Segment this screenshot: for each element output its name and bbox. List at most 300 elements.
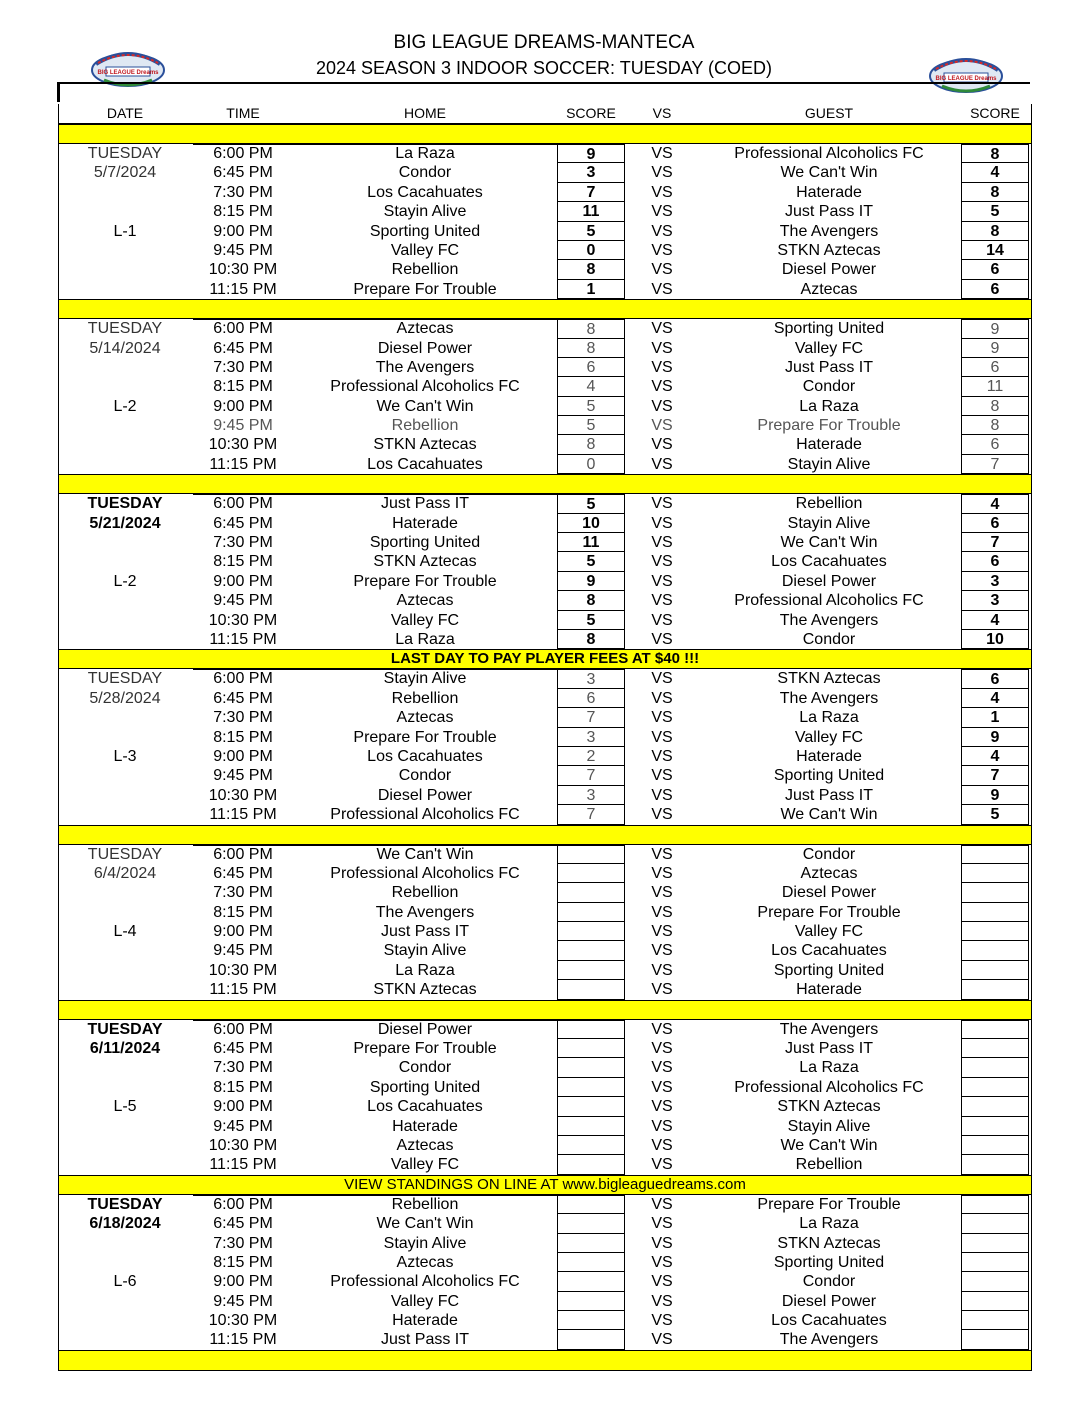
- home-team: Prepare For Trouble: [353, 572, 497, 590]
- home-score: 5: [557, 222, 625, 241]
- guest-score: 8: [961, 183, 1029, 202]
- vs-label: VS: [651, 1059, 673, 1077]
- guest-score: 11: [961, 377, 1029, 396]
- guest-team: STKN Aztecas: [777, 1098, 881, 1116]
- guest-score: 8: [961, 144, 1029, 163]
- guest-team: Prepare For Trouble: [757, 903, 901, 921]
- game-row: [59, 747, 1031, 766]
- vs-label: VS: [651, 1136, 673, 1154]
- game-row: [59, 1097, 1031, 1116]
- guest-team: We Can't Win: [780, 806, 878, 824]
- vs-label: VS: [651, 981, 673, 999]
- vs-label: VS: [651, 436, 673, 454]
- home-score: 5: [557, 416, 625, 435]
- guest-score: 3: [961, 572, 1029, 591]
- guest-team: Sporting United: [773, 961, 885, 979]
- game-row: [59, 339, 1031, 358]
- guest-score: 6: [961, 514, 1029, 533]
- week-date: 6/18/2024: [89, 1215, 161, 1233]
- home-team: Rebellion: [391, 884, 459, 902]
- game-row: [59, 280, 1031, 299]
- home-team: Professional Alcoholics FC: [330, 806, 520, 824]
- game-time: 6:00 PM: [213, 1020, 273, 1038]
- home-team: Prepare For Trouble: [353, 728, 497, 746]
- guest-score: [961, 1311, 1029, 1330]
- game-row: [59, 766, 1031, 785]
- guest-team: Haterade: [796, 436, 862, 454]
- game-time: 11:15 PM: [209, 981, 277, 999]
- vs-label: VS: [651, 786, 673, 804]
- home-score: 5: [557, 552, 625, 571]
- guest-score: [961, 961, 1029, 980]
- home-score: [557, 1039, 625, 1058]
- vs-label: VS: [651, 495, 673, 513]
- week-date: 5/28/2024: [89, 689, 161, 707]
- guest-team: The Avengers: [779, 1020, 879, 1038]
- vs-label: VS: [651, 961, 673, 979]
- home-score: [557, 883, 625, 902]
- week-day: TUESDAY: [87, 320, 163, 338]
- week-day: TUESDAY: [87, 1195, 163, 1213]
- guest-team: Prepare For Trouble: [757, 417, 901, 435]
- guest-team: La Raza: [799, 709, 859, 727]
- vs-label: VS: [651, 611, 673, 629]
- guest-score: 9: [961, 786, 1029, 805]
- guest-team: The Avengers: [779, 1331, 879, 1349]
- game-row: [59, 1234, 1031, 1253]
- guest-team: Valley FC: [794, 728, 864, 746]
- guest-score: [961, 1058, 1029, 1077]
- guest-team: Stayin Alive: [787, 455, 871, 473]
- game-time: 6:45 PM: [213, 514, 273, 532]
- home-team: Diesel Power: [377, 786, 473, 804]
- home-score: [557, 1097, 625, 1116]
- guest-team: The Avengers: [779, 222, 879, 240]
- home-score: 7: [557, 766, 625, 785]
- home-team: Sporting United: [369, 1078, 481, 1096]
- guest-team: Haterade: [796, 183, 862, 201]
- vs-label: VS: [651, 1331, 673, 1349]
- week-date: 5/14/2024: [89, 339, 161, 357]
- guest-score: [961, 1330, 1029, 1349]
- game-row: [59, 786, 1031, 805]
- vs-label: VS: [651, 942, 673, 960]
- game-row: [59, 1292, 1031, 1311]
- home-team: Aztecas: [396, 709, 454, 727]
- home-team: The Avengers: [375, 358, 475, 376]
- vs-label: VS: [651, 884, 673, 902]
- game-row: [59, 1155, 1031, 1174]
- vs-label: VS: [651, 222, 673, 240]
- vs-label: VS: [651, 592, 673, 610]
- guest-score: 6: [961, 435, 1029, 454]
- home-team: We Can't Win: [376, 397, 474, 415]
- vs-label: VS: [651, 767, 673, 785]
- game-time: 11:15 PM: [209, 630, 277, 648]
- vs-label: VS: [651, 378, 673, 396]
- week-day: TUESDAY: [87, 845, 163, 863]
- header-rule: [58, 82, 1030, 84]
- game-time: 6:00 PM: [213, 845, 273, 863]
- guest-team: Rebellion: [795, 1156, 863, 1174]
- game-time: 11:15 PM: [209, 806, 277, 824]
- game-time: 6:45 PM: [213, 689, 273, 707]
- game-time: 9:45 PM: [213, 767, 273, 785]
- home-team: Aztecas: [396, 320, 454, 338]
- game-time: 8:15 PM: [213, 728, 273, 746]
- time-rule: [193, 319, 557, 320]
- guest-score: 9: [961, 728, 1029, 747]
- guest-score: 5: [961, 202, 1029, 221]
- vs-label: VS: [651, 845, 673, 863]
- home-team: Aztecas: [396, 1136, 454, 1154]
- home-team: Haterade: [392, 1312, 458, 1330]
- game-row: [59, 1253, 1031, 1272]
- vs-label: VS: [651, 670, 673, 688]
- game-time: 9:45 PM: [213, 1292, 273, 1310]
- home-team: Just Pass IT: [380, 1331, 470, 1349]
- home-score: 6: [557, 358, 625, 377]
- guest-score: [961, 903, 1029, 922]
- guest-score: 7: [961, 455, 1029, 474]
- home-team: Stayin Alive: [383, 942, 467, 960]
- guest-team: Aztecas: [800, 864, 858, 882]
- week-league: L-6: [113, 1273, 137, 1291]
- guest-team: STKN Aztecas: [777, 670, 881, 688]
- home-team: Haterade: [392, 514, 458, 532]
- vs-label: VS: [651, 1292, 673, 1310]
- page-subtitle: 2024 SEASON 3 INDOOR SOCCER: TUESDAY (COED): [315, 58, 773, 78]
- guest-score: [961, 1292, 1029, 1311]
- guest-team: Diesel Power: [781, 572, 877, 590]
- vs-label: VS: [651, 572, 673, 590]
- game-time: 7:30 PM: [213, 358, 273, 376]
- schedule-table: [58, 104, 1032, 1371]
- vs-label: VS: [651, 358, 673, 376]
- home-team: STKN Aztecas: [373, 981, 477, 999]
- home-team: Stayin Alive: [383, 1234, 467, 1252]
- game-row: [59, 1117, 1031, 1136]
- vs-label: VS: [651, 864, 673, 882]
- game-row: [59, 1078, 1031, 1097]
- guest-team: La Raza: [799, 397, 859, 415]
- game-row: [59, 144, 1031, 163]
- guest-score: [961, 1039, 1029, 1058]
- vs-label: VS: [651, 923, 673, 941]
- home-score: [557, 941, 625, 960]
- game-row: [59, 319, 1031, 338]
- header-rule-marker: [57, 82, 60, 102]
- home-score: [557, 1117, 625, 1136]
- week-day: TUESDAY: [87, 1020, 163, 1038]
- home-score: 9: [557, 144, 625, 163]
- vs-label: VS: [651, 1117, 673, 1135]
- home-score: 3: [557, 728, 625, 747]
- home-score: 0: [557, 455, 625, 474]
- game-time: 9:45 PM: [213, 592, 273, 610]
- game-row: [59, 922, 1031, 941]
- home-score: 8: [557, 260, 625, 279]
- home-score: 7: [557, 708, 625, 727]
- vs-label: VS: [651, 534, 673, 552]
- vs-label: VS: [651, 145, 673, 162]
- guest-team: Stayin Alive: [787, 1117, 871, 1135]
- column-header-date: DATE: [106, 105, 144, 121]
- guest-team: Haterade: [796, 747, 862, 765]
- guest-team: Professional Alcoholics FC: [734, 145, 924, 162]
- big-league-dreams-logo-right: [926, 48, 1006, 98]
- home-team: Prepare For Trouble: [353, 280, 497, 298]
- guest-score: 7: [961, 533, 1029, 552]
- home-team: Stayin Alive: [383, 670, 467, 688]
- week-day: TUESDAY: [87, 670, 163, 688]
- game-row: [59, 630, 1031, 649]
- week-date: 5/21/2024: [89, 514, 161, 532]
- column-header-home: HOME: [404, 105, 446, 121]
- game-row: [59, 552, 1031, 571]
- week-date: 6/4/2024: [93, 864, 157, 882]
- game-time: 6:00 PM: [213, 1195, 273, 1213]
- home-team: We Can't Win: [376, 1215, 474, 1233]
- page-title: BIG LEAGUE DREAMS-MANTECA: [393, 32, 695, 53]
- guest-team: Los Cacahuates: [771, 553, 887, 571]
- game-time: 9:00 PM: [213, 1098, 273, 1116]
- guest-score: 6: [961, 358, 1029, 377]
- home-team: Condor: [398, 164, 452, 182]
- column-header-home-score: SCORE: [566, 105, 616, 121]
- game-time: 7:30 PM: [213, 1059, 273, 1077]
- home-score: 0: [557, 241, 625, 260]
- vs-label: VS: [651, 261, 673, 279]
- guest-score: [961, 1020, 1029, 1039]
- home-team: Diesel Power: [377, 339, 473, 357]
- guest-team: Just Pass IT: [784, 203, 874, 221]
- guest-score: 4: [961, 611, 1029, 630]
- week-date: 6/11/2024: [89, 1040, 161, 1058]
- guest-score: 4: [961, 689, 1029, 708]
- home-score: 6: [557, 689, 625, 708]
- home-score: 11: [557, 533, 625, 552]
- guest-team: Valley FC: [794, 339, 864, 357]
- game-time: 11:15 PM: [209, 1156, 277, 1174]
- game-row: [59, 514, 1031, 533]
- home-team: Condor: [398, 1059, 452, 1077]
- home-score: [557, 864, 625, 883]
- game-time: 10:30 PM: [208, 1312, 278, 1330]
- week-separator-bar: [59, 124, 1031, 144]
- game-row: [59, 883, 1031, 902]
- game-time: 9:00 PM: [213, 222, 273, 240]
- column-header-time: TIME: [226, 105, 260, 121]
- week-day: TUESDAY: [87, 495, 163, 513]
- home-team: La Raza: [395, 630, 455, 648]
- vs-label: VS: [651, 1156, 673, 1174]
- time-rule: [193, 1195, 557, 1196]
- time-rule: [193, 669, 557, 670]
- home-team: Professional Alcoholics FC: [330, 1273, 520, 1291]
- game-time: 8:15 PM: [213, 903, 273, 921]
- guest-team: We Can't Win: [780, 164, 878, 182]
- game-row: [59, 689, 1031, 708]
- vs-label: VS: [651, 689, 673, 707]
- guest-team: STKN Aztecas: [777, 1234, 881, 1252]
- home-score: [557, 1214, 625, 1233]
- guest-score: [961, 1117, 1029, 1136]
- game-time: 9:45 PM: [213, 417, 273, 435]
- guest-score: 7: [961, 766, 1029, 785]
- vs-label: VS: [651, 164, 673, 182]
- week-separator-bar: [59, 299, 1031, 319]
- home-team: The Avengers: [375, 903, 475, 921]
- game-row: [59, 1020, 1031, 1039]
- home-score: 8: [557, 339, 625, 358]
- game-row: [59, 397, 1031, 416]
- guest-score: [961, 980, 1029, 999]
- game-row: [59, 163, 1031, 182]
- column-header-row: [59, 104, 1031, 124]
- home-score: 5: [557, 611, 625, 630]
- game-time: 9:45 PM: [213, 1117, 273, 1135]
- vs-label: VS: [651, 1273, 673, 1291]
- home-team: We Can't Win: [376, 845, 474, 863]
- guest-score: [961, 1078, 1029, 1097]
- game-row: [59, 1214, 1031, 1233]
- guest-team: Los Cacahuates: [771, 1312, 887, 1330]
- game-row: [59, 260, 1031, 279]
- home-team: Los Cacahuates: [367, 1098, 483, 1116]
- home-team: STKN Aztecas: [373, 553, 477, 571]
- home-team: La Raza: [395, 145, 455, 162]
- game-time: 8:15 PM: [213, 378, 273, 396]
- guest-team: The Avengers: [779, 611, 879, 629]
- game-time: 9:45 PM: [213, 241, 273, 259]
- guest-score: 3: [961, 591, 1029, 610]
- week-separator-bar: [59, 474, 1031, 494]
- guest-team: Diesel Power: [781, 884, 877, 902]
- home-team: Professional Alcoholics FC: [330, 864, 520, 882]
- guest-score: 1: [961, 708, 1029, 727]
- guest-score: 6: [961, 280, 1029, 299]
- home-team: Aztecas: [396, 592, 454, 610]
- home-team: Rebellion: [391, 417, 459, 435]
- guest-team: Los Cacahuates: [771, 942, 887, 960]
- time-rule: [193, 144, 557, 145]
- game-row: [59, 980, 1031, 999]
- logo-wordmark: BIG LEAGUE Dreams: [97, 70, 159, 76]
- home-team: Diesel Power: [377, 1020, 473, 1038]
- game-row: [59, 961, 1031, 980]
- game-time: 6:00 PM: [213, 670, 273, 688]
- home-team: Just Pass IT: [380, 495, 470, 513]
- vs-label: VS: [651, 1195, 673, 1213]
- home-team: Rebellion: [391, 1195, 459, 1213]
- game-row: [59, 572, 1031, 591]
- guest-team: Sporting United: [773, 767, 885, 785]
- home-score: 7: [557, 183, 625, 202]
- vs-label: VS: [651, 1040, 673, 1058]
- time-rule: [193, 845, 557, 846]
- game-time: 6:45 PM: [213, 864, 273, 882]
- guest-score: 6: [961, 260, 1029, 279]
- guest-team: Rebellion: [795, 495, 863, 513]
- home-team: Haterade: [392, 1117, 458, 1135]
- vs-label: VS: [651, 1078, 673, 1096]
- home-score: [557, 903, 625, 922]
- home-team: Professional Alcoholics FC: [330, 378, 520, 396]
- vs-label: VS: [651, 728, 673, 746]
- guest-score: 8: [961, 416, 1029, 435]
- guest-score: [961, 1272, 1029, 1291]
- game-time: 11:15 PM: [209, 455, 277, 473]
- vs-label: VS: [651, 553, 673, 571]
- game-row: [59, 903, 1031, 922]
- guest-team: Condor: [802, 378, 856, 396]
- vs-label: VS: [651, 455, 673, 473]
- game-row: [59, 728, 1031, 747]
- guest-score: 8: [961, 222, 1029, 241]
- game-row: [59, 591, 1031, 610]
- guest-team: Valley FC: [794, 923, 864, 941]
- guest-team: Condor: [802, 1273, 856, 1291]
- week-league: L-4: [113, 923, 137, 941]
- game-row: [59, 805, 1031, 824]
- game-time: 10:30 PM: [208, 1136, 278, 1154]
- guest-team: Just Pass IT: [784, 358, 874, 376]
- notice-bar: LAST DAY TO PAY PLAYER FEES AT $40 !!!: [59, 649, 1031, 669]
- game-time: 6:00 PM: [213, 145, 273, 162]
- guest-team: The Avengers: [779, 689, 879, 707]
- home-team: Valley FC: [390, 241, 460, 259]
- logo-wordmark: BIG LEAGUE Dreams: [935, 76, 997, 82]
- week-league: L-5: [113, 1098, 137, 1116]
- guest-score: [961, 1195, 1029, 1214]
- game-row: [59, 222, 1031, 241]
- vs-label: VS: [651, 747, 673, 765]
- vs-label: VS: [651, 320, 673, 338]
- guest-score: 4: [961, 747, 1029, 766]
- game-row: [59, 941, 1031, 960]
- guest-score: 4: [961, 494, 1029, 513]
- guest-team: Professional Alcoholics FC: [734, 1078, 924, 1096]
- home-score: [557, 1330, 625, 1349]
- home-score: [557, 1311, 625, 1330]
- game-row: [59, 611, 1031, 630]
- guest-score: [961, 1155, 1029, 1174]
- home-score: [557, 1253, 625, 1272]
- week-separator-bar: [59, 1000, 1031, 1020]
- home-score: 5: [557, 494, 625, 513]
- home-score: [557, 1292, 625, 1311]
- home-team: Los Cacahuates: [367, 747, 483, 765]
- game-row: [59, 1039, 1031, 1058]
- vs-label: VS: [651, 1020, 673, 1038]
- home-team: Prepare For Trouble: [353, 1040, 497, 1058]
- game-time: 6:45 PM: [213, 1040, 273, 1058]
- time-rule: [193, 1020, 557, 1021]
- guest-team: Just Pass IT: [784, 1040, 874, 1058]
- home-score: 7: [557, 805, 625, 824]
- game-time: 8:15 PM: [213, 553, 273, 571]
- game-row: [59, 494, 1031, 513]
- home-score: 3: [557, 786, 625, 805]
- vs-label: VS: [651, 806, 673, 824]
- home-score: [557, 1272, 625, 1291]
- game-time: 6:45 PM: [213, 1215, 273, 1233]
- vs-label: VS: [651, 1234, 673, 1252]
- guest-team: Condor: [802, 845, 856, 863]
- notice-bar: VIEW STANDINGS ON LINE AT www.bigleaguedreams.com: [59, 1175, 1031, 1195]
- guest-score: 8: [961, 397, 1029, 416]
